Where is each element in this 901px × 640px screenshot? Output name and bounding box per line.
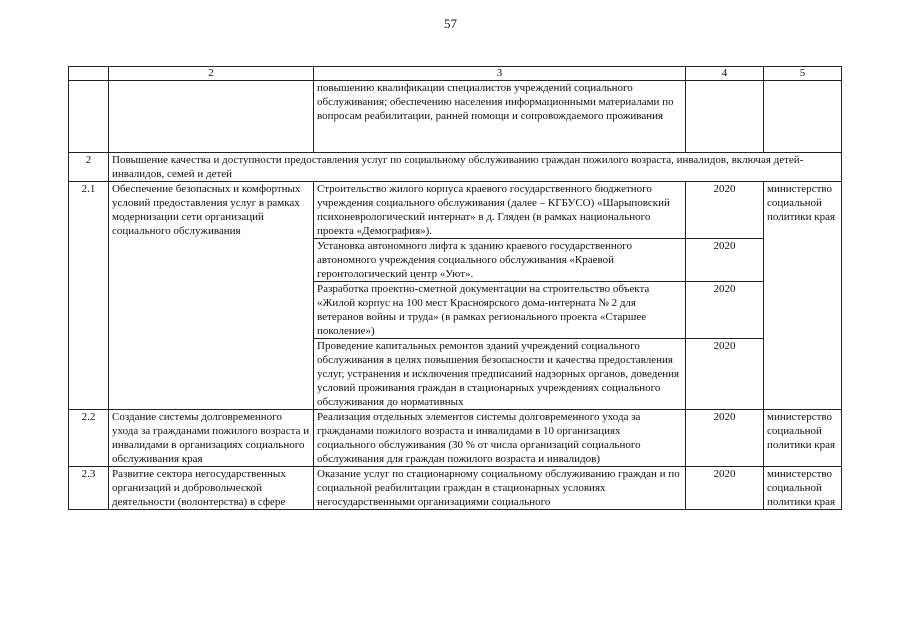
row-title: Создание системы долговременного ухода за гражданами пожилого возраста и инвалидами в организациях социального обслуживания края [109,410,314,467]
measure-text: Оказание услуг по стационарному социальному обслуживанию граждан и по социальной реабилитации граждан в стационарных условиях негосударственными организациями социального [314,467,686,510]
measure-year: 2020 [686,239,764,282]
cell-year [686,81,764,153]
measure-year: 2020 [686,182,764,239]
section-row [69,153,842,182]
cell-measure: повышению квалификации специалистов учреждений социального обслуживания; обеспечению населения информационными материалами по вопросам реабилитации, ранней помощи и сопровождаемого проживания [314,81,686,153]
row-responsible: министерство социальной политики края [764,410,842,467]
row-responsible: министерство социальной политики края [764,467,842,510]
row-number: 2.3 [69,467,109,510]
row-responsible: министерство социальной политики края [764,182,842,410]
cell-responsible [764,81,842,153]
measure-year: 2020 [686,410,764,467]
table-row [69,410,842,467]
measure-text: Проведение капитальных ремонтов зданий учреждений социального обслуживания в целях повышения безопасности и качества предоставления услуг, устранения и исключения предписаний надзорных органов, доведения условий проживания граждан в стационарных учреждениях социального обслуживания до нормативных [314,339,686,410]
header-col-1 [69,67,109,81]
section-number: 2 [69,153,109,182]
row-number: 2.2 [69,410,109,467]
measure-year: 2020 [686,339,764,410]
header-row [69,67,842,81]
table-row [69,182,842,239]
measures-table [68,66,842,510]
measure-text: Разработка проектно-сметной документации на строительство объекта «Жилой корпус на 100 мест Красноярского дома-интерната № 2 для ветеранов войны и труда» (в рамках регионального проекта «Старшее поколение») [314,282,686,339]
header-col-3: 3 [314,67,686,81]
row-number: 2.1 [69,182,109,410]
header-col-4: 4 [686,67,764,81]
measure-text: Реализация отдельных элементов системы долговременного ухода за гражданами пожилого возраста и инвалидами в 10 организациях социального обслуживания (30 % от числа организаций социального обслуживания для граждан пожилого возраста и инвалидов) [314,410,686,467]
table-row [69,467,842,510]
row-title: Развитие сектора негосударственных организаций и добровольческой деятельности (волонтерства) в сфере [109,467,314,510]
section-title: Повышение качества и доступности предоставления услуг по социальному обслуживанию граждан пожилого возраста, инвалидов, включая детей-инвалидов, семей и детей [109,153,842,182]
header-col-2: 2 [109,67,314,81]
measure-year: 2020 [686,467,764,510]
cell-title [109,81,314,153]
continuation-row [69,81,842,153]
header-col-5: 5 [764,67,842,81]
page-number: 57 [444,16,457,31]
measure-text: Установка автономного лифта к зданию краевого государственного автономного учреждения социального обслуживания «Краевой геронтологический центр «Уют». [314,239,686,282]
measure-year: 2020 [686,282,764,339]
row-title: Обеспечение безопасных и комфортных условий предоставления услуг в рамках модернизации сети организаций социального обслуживания [109,182,314,410]
cell-num [69,81,109,153]
measure-text: Строительство жилого корпуса краевого государственного бюджетного учреждения социального обслуживания (далее – КГБУСО) «Шарыповский психоневрологический интернат» в д. Гляден (в рамках национального проекта «Демография»). [314,182,686,239]
